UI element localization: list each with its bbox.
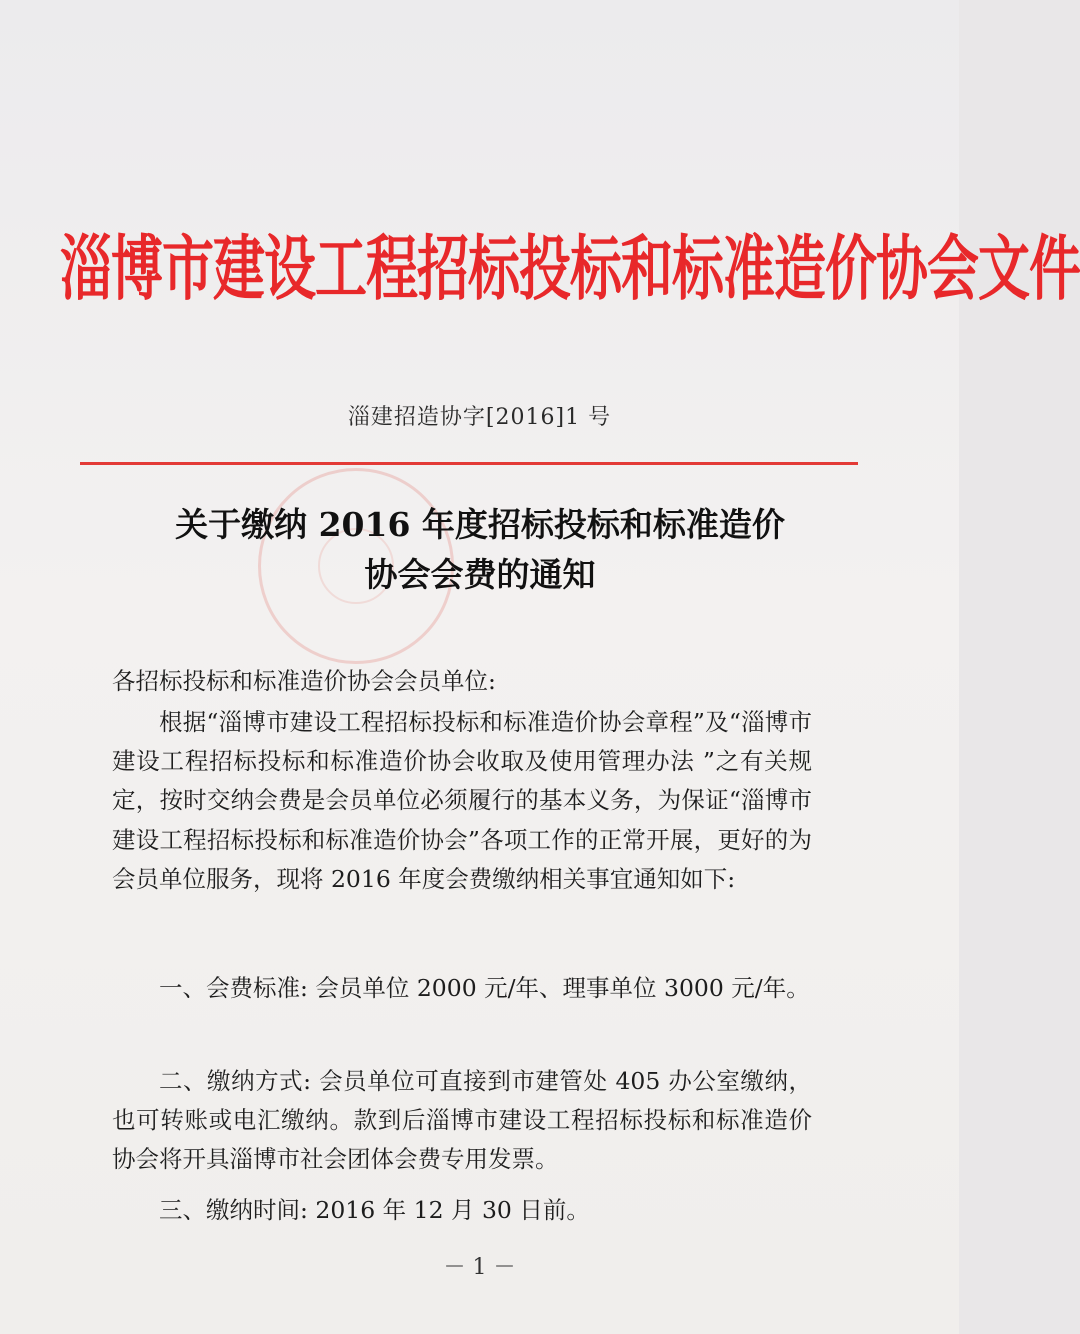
notice-title [100, 500, 860, 600]
item-payment-method: 二、缴纳方式: 会员单位可直接到市建管处 405 办公室缴纳，也可转账或电汇缴纳。款到后淄博市建设工程招标投标和标准造价协会将开具淄博市社会团体会费专用发票。 [112, 1067, 812, 1174]
document-number: 淄建招造协字[2016]1 号 [347, 405, 612, 430]
notice-title-line-2: 协会会费的通知 [364, 555, 596, 594]
body-paragraph-1: 根据“淄博市建设工程招标投标和标准造价协会章程”及“淄博市建设工程招标投标和标准造价协会收取及使用管理办法 ”之有关规定，按时交纳会费是会员单位必须履行的基本义务，为保证“淄博市建设工程招标投标和标准造价协会”各项工作的正常开展，更好的为会员单位服务，现将 2016 年度会费缴纳相关事宜通知如下: [112, 708, 812, 893]
salutation: 各招标投标和标准造价协会会员单位: [112, 667, 496, 695]
red-divider-line [80, 462, 858, 465]
item-payment-deadline: 三、缴纳时间: 2016 年 12 月 30 日前。 [159, 1196, 590, 1224]
issuer-header-title: 淄博市建设工程招标投标和标准造价协会文件 [60, 229, 1080, 311]
notice-title-line-1: 关于缴纳 2016 年度招标投标和标准造价 [175, 505, 785, 544]
page-number: － 1 － [443, 1255, 516, 1280]
item-fee-standard: 一、会费标准: 会员单位 2000 元/年、理事单位 3000 元/年。 [159, 974, 810, 1002]
